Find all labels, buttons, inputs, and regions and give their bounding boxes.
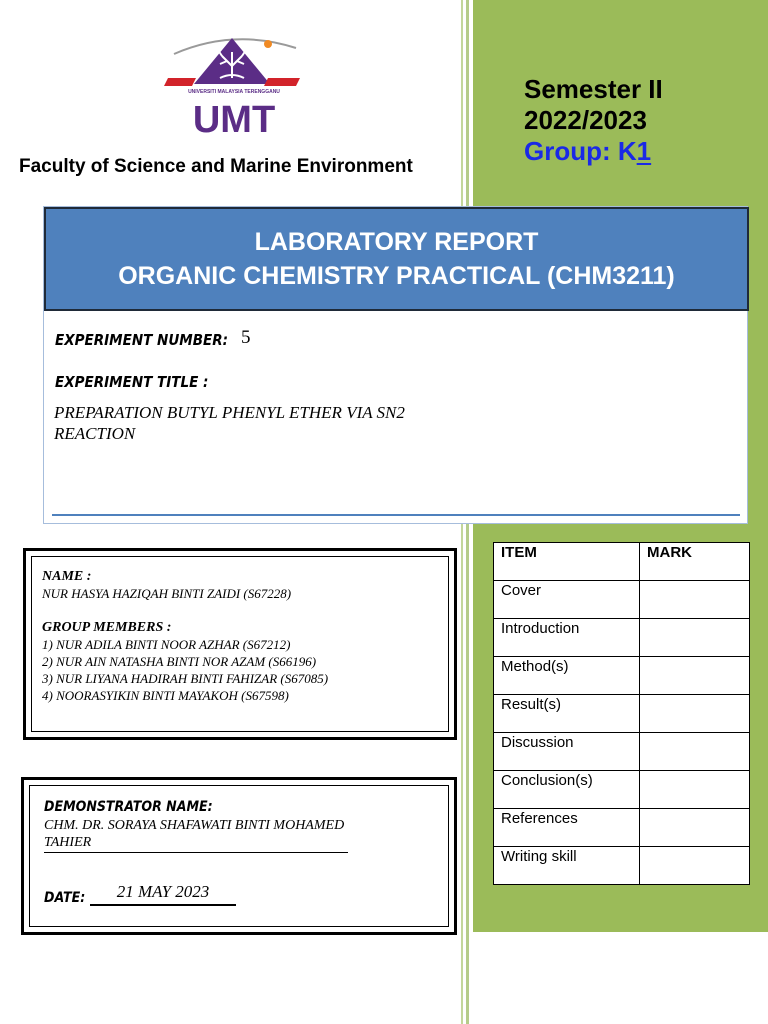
item-cell: Discussion bbox=[494, 733, 640, 771]
academic-year: 2022/2023 bbox=[524, 105, 647, 135]
table-row bbox=[494, 847, 750, 885]
group-label: Group: K bbox=[524, 136, 637, 166]
experiment-number-label: EXPERIMENT NUMBER: bbox=[55, 331, 229, 349]
logo-abbreviation: UMT bbox=[192, 99, 276, 136]
item-cell: Conclusion(s) bbox=[494, 771, 640, 809]
item-cell: Introduction bbox=[494, 619, 640, 657]
mark-cell bbox=[640, 733, 750, 771]
report-title: LABORATORY REPORT bbox=[254, 228, 539, 256]
demonstrator-name: CHM. DR. SORAYA SHAFAWATI BINTI MOHAMED TAHIER bbox=[44, 817, 348, 853]
mark-cell bbox=[640, 847, 750, 885]
demonstrator-box-inner bbox=[29, 785, 449, 927]
date-value: 21 MAY 2023 bbox=[90, 882, 236, 906]
group-member: 1) NUR ADILA BINTI NOOR AZHAR (S67212) bbox=[42, 637, 291, 652]
experiment-number: 5 bbox=[241, 327, 251, 348]
marks-table bbox=[493, 542, 750, 885]
experiment-title: PREPARATION BUTYL PHENYL ETHER VIA SN2 REACTION bbox=[54, 403, 405, 443]
group-member: 4) NOORASYIKIN BINTI MAYAKOH (S67598) bbox=[42, 688, 289, 703]
item-cell: Result(s) bbox=[494, 695, 640, 733]
mark-cell bbox=[640, 657, 750, 695]
semester-info bbox=[524, 74, 663, 167]
table-row bbox=[494, 809, 750, 847]
divider-line bbox=[52, 514, 740, 516]
mark-header: MARK bbox=[640, 543, 750, 581]
item-cell: Writing skill bbox=[494, 847, 640, 885]
mark-cell bbox=[640, 809, 750, 847]
umt-logo bbox=[164, 34, 304, 136]
demonstrator-label: DEMONSTRATOR NAME: bbox=[44, 799, 213, 815]
student-box-inner bbox=[31, 556, 449, 732]
mark-cell bbox=[640, 695, 750, 733]
mark-cell bbox=[640, 619, 750, 657]
table-row bbox=[494, 619, 750, 657]
table-header-row bbox=[494, 543, 750, 581]
group-member: 2) NUR AIN NATASHA BINTI NOR AZAM (S66196) bbox=[42, 654, 317, 669]
group-line bbox=[524, 136, 663, 167]
demonstrator-box bbox=[21, 777, 457, 935]
name-label: NAME : bbox=[42, 569, 92, 584]
group-member: 3) NUR LIYANA HADIRAH BINTI FAHIZAR (S67085) bbox=[42, 671, 329, 686]
umt-logo-graphic bbox=[164, 34, 304, 136]
group-value: 1 bbox=[636, 136, 652, 166]
course-title: ORGANIC CHEMISTRY PRACTICAL (CHM3211) bbox=[118, 262, 675, 290]
table-row bbox=[494, 733, 750, 771]
student-box bbox=[23, 548, 457, 740]
table-row bbox=[494, 771, 750, 809]
item-cell: Cover bbox=[494, 581, 640, 619]
logo-university-name: UNIVERSITI MALAYSIA TERENGGANU bbox=[188, 89, 280, 95]
experiment-title-label: EXPERIMENT TITLE : bbox=[55, 373, 209, 391]
semester-label: Semester II bbox=[524, 74, 663, 104]
item-header: ITEM bbox=[494, 543, 640, 581]
faculty-name: Faculty of Science and Marine Environment bbox=[19, 156, 413, 177]
student-name: NUR HASYA HAZIQAH BINTI ZAIDI (S67228) bbox=[42, 586, 292, 601]
date-label: DATE: bbox=[44, 890, 86, 906]
mark-cell bbox=[640, 771, 750, 809]
table-row bbox=[494, 581, 750, 619]
item-cell: Method(s) bbox=[494, 657, 640, 695]
table-row bbox=[494, 695, 750, 733]
report-box bbox=[43, 206, 748, 524]
mark-cell bbox=[640, 581, 750, 619]
report-header bbox=[44, 207, 749, 311]
group-members-label: GROUP MEMBERS : bbox=[42, 620, 172, 635]
item-cell: References bbox=[494, 809, 640, 847]
table-row bbox=[494, 657, 750, 695]
